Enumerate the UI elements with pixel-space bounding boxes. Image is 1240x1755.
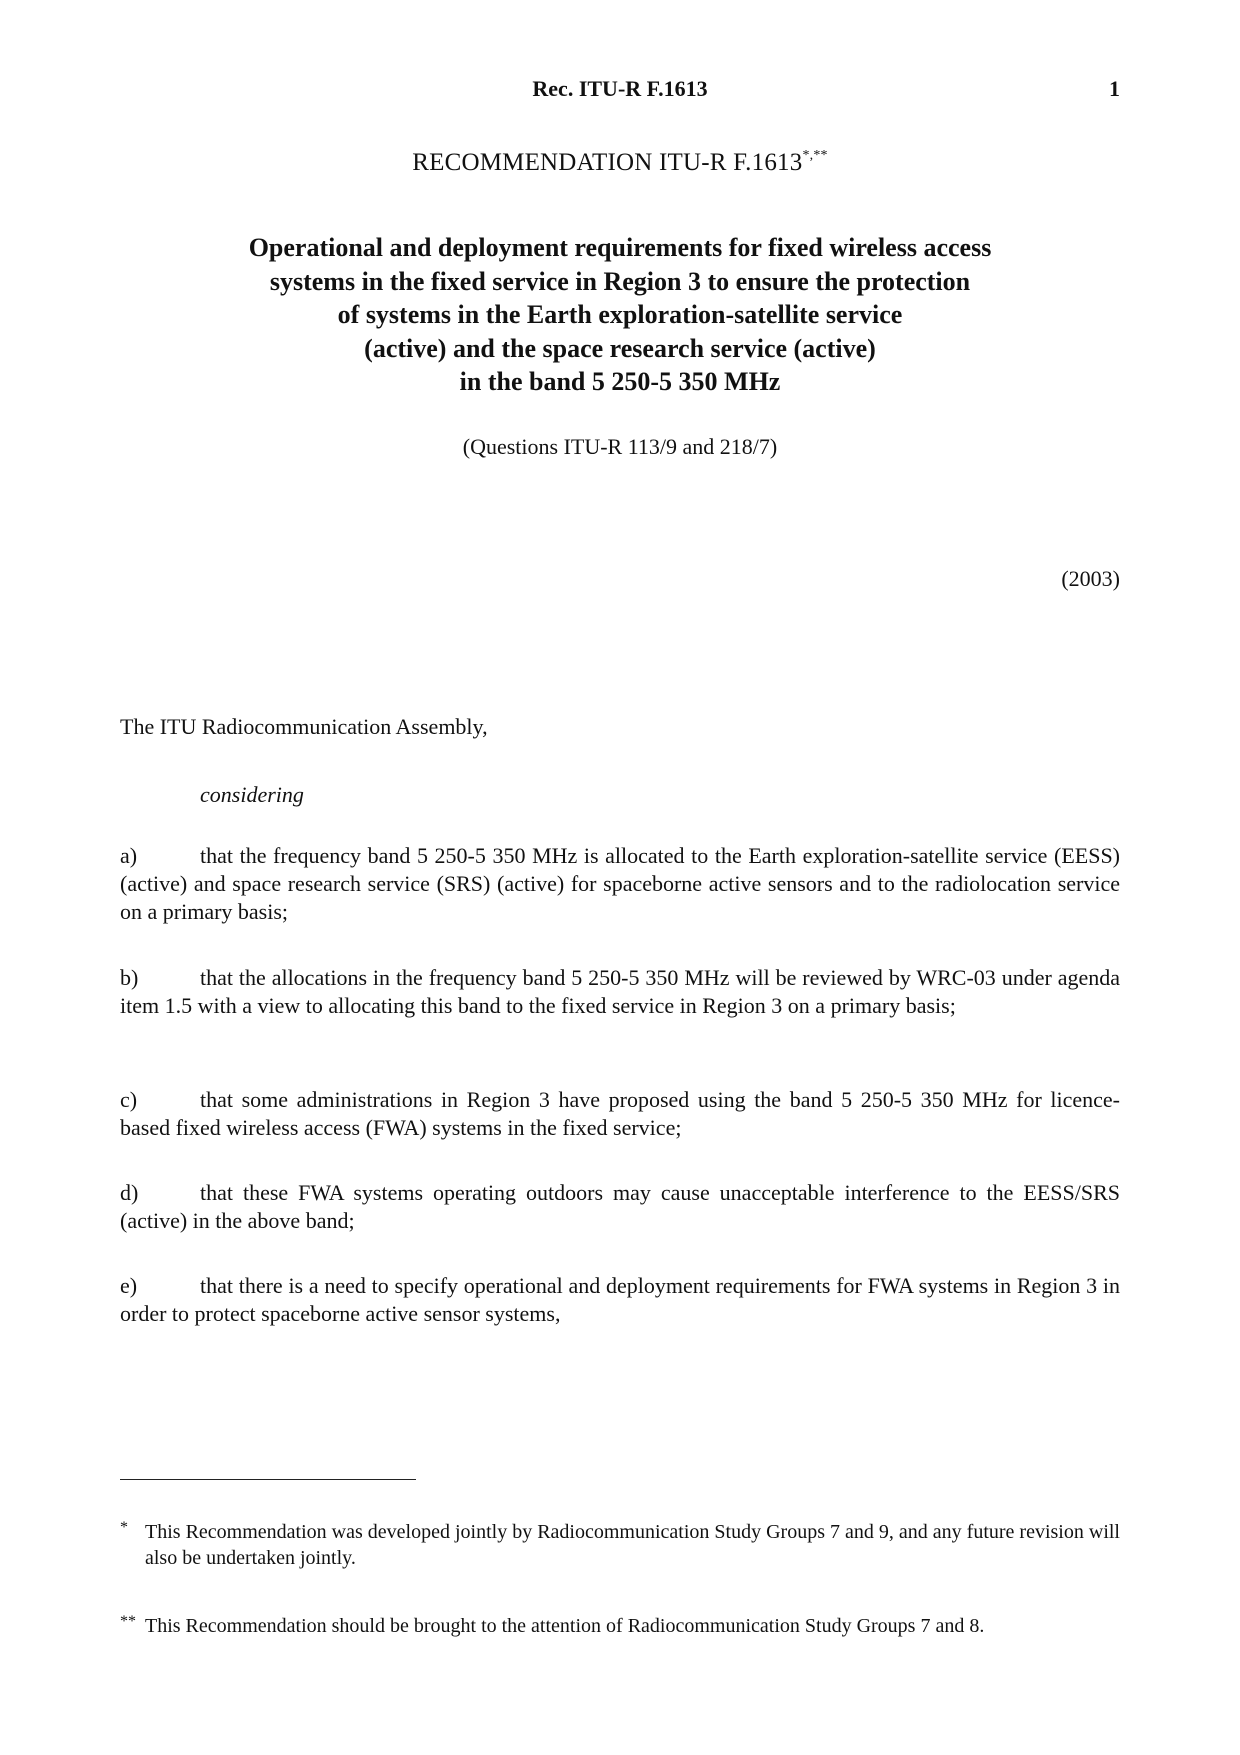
recommendation-title: [0, 148, 1240, 177]
considering-heading: considering: [200, 782, 304, 807]
considering-item-b: [120, 964, 1120, 1020]
year: (2003): [1061, 566, 1120, 591]
main-title-line: in the band 5 250-5 350 MHz: [459, 367, 781, 396]
footnote-text: This Recommendation should be brought to the attention of Radiocommunication Study Groups 7 and 8.: [145, 1615, 985, 1637]
recommendation-title-text: RECOMMENDATION ITU-R F.1613: [412, 149, 803, 176]
page-number: 1: [1109, 76, 1120, 101]
questions-reference: (Questions ITU-R 113/9 and 218/7): [462, 434, 778, 459]
footnote-1: [120, 1519, 1120, 1571]
footnote-mark: *: [120, 1519, 128, 1536]
footnote-separator: [120, 1479, 416, 1480]
item-text: that there is a need to specify operational and deployment requirements for FWA systems in Region 3 in order to protect spaceborne active sensor systems,: [120, 1273, 1120, 1326]
main-title-line: systems in the fixed service in Region 3 to ensure the protection: [269, 266, 971, 296]
main-title: [120, 231, 1120, 399]
running-header: [0, 76, 1240, 104]
considering-item-d: [120, 1179, 1120, 1235]
item-mark: e): [120, 1273, 138, 1298]
item-mark: b): [120, 965, 139, 990]
item-text: that these FWA systems operating outdoors may cause unacceptable interference to the EESS/SRS (active) in the above band;: [120, 1180, 1120, 1233]
considering-item-c: [120, 1086, 1120, 1142]
item-mark: c): [120, 1087, 138, 1112]
footnote-text: This Recommendation was developed jointly by Radiocommunication Study Groups 7 and 9, and any future revision will also be undertaken jointly.: [145, 1521, 1120, 1569]
item-text: that the allocations in the frequency band 5 250-5 350 MHz will be reviewed by WRC-03 under agenda item 1.5 with a view to allocating this band to the fixed service in Region 3 on a primary basis;: [120, 965, 1120, 1018]
running-title: Rec. ITU-R F.1613: [532, 76, 708, 101]
considering-item-a: [120, 842, 1120, 926]
footnote-2: [120, 1613, 1120, 1639]
main-title-line: Operational and deployment requirements for fixed wireless access: [248, 233, 992, 262]
item-mark: a): [120, 843, 138, 868]
item-text: that the frequency band 5 250-5 350 MHz is allocated to the Earth exploration-satellite service (EESS) (active) and space research service (SRS) (active) for spaceborne active sensors and to the radiolocation service on a primary basis;: [120, 843, 1120, 924]
assembly-line: The ITU Radiocommunication Assembly,: [120, 714, 488, 739]
footnote-mark: **: [120, 1613, 136, 1630]
considering-item-e: [120, 1272, 1120, 1328]
main-title-line: of systems in the Earth exploration-satellite service: [337, 300, 903, 329]
item-text: that some administrations in Region 3 have proposed using the band 5 250-5 350 MHz for licence-based fixed wireless access (FWA) systems in the fixed service;: [120, 1087, 1120, 1140]
title-footnote-marks: *,**: [802, 148, 828, 163]
main-title-line: (active) and the space research service (active): [364, 333, 876, 363]
item-mark: d): [120, 1180, 139, 1205]
